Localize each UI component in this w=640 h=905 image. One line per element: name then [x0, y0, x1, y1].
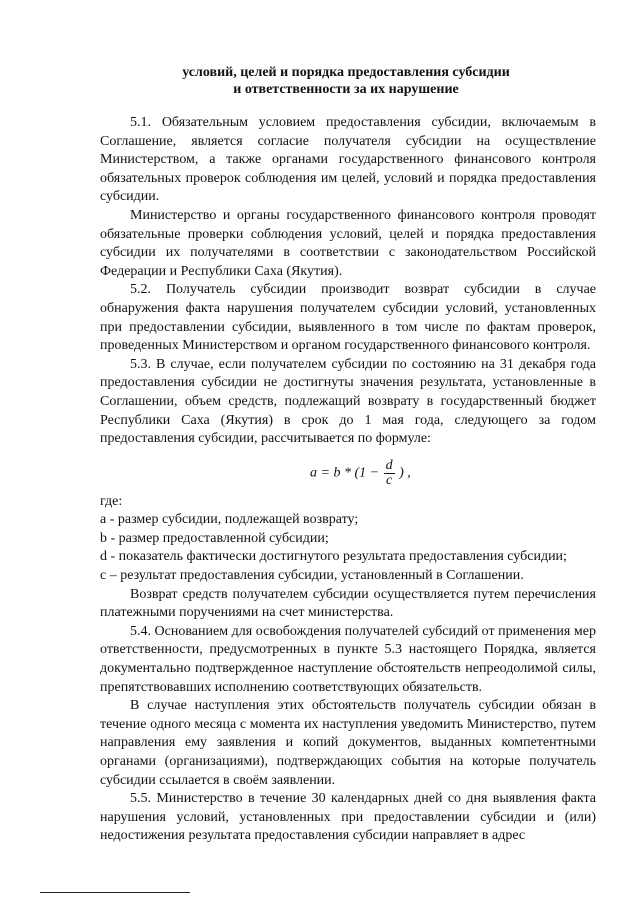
paragraph-5-1: 5.1. Обязательным условием предоставления субсидии, включаемым в Соглашение, является согласие получателя субсидии на осуществление Министерством, а также органами государственного финансового контроля обязательных проверок соблюдения им целей, условий и порядка предоставления субсидии. — [100, 115, 596, 205]
formula-fraction — [384, 459, 395, 488]
heading-line-2: и ответственности за их нарушение — [233, 82, 459, 97]
formula-numerator: d — [385, 457, 393, 473]
footer-divider — [40, 892, 190, 893]
formula-rhs: ) , — [399, 465, 411, 481]
paragraph-refund: Возврат средств получателем субсидии осуществляется путем перечисления платежными поручениями на счет министерства. — [100, 586, 596, 621]
paragraph-checks: Министерство и органы государственного финансового контроля проводят обязательные проверки соблюдения условий, целей и порядка предоставления субсидии их получателями в соответствии с законодательством Российской Федерации и Республики Саха (Якутия). — [100, 207, 596, 279]
definition-a: a - размер субсидии, подлежащей возврату; — [100, 512, 359, 528]
section-heading — [96, 64, 596, 98]
paragraph-5-3: 5.3. В случае, если получателем субсидии по состоянию на 31 декабря года предоставления субсидии не достигнуты значения результата, установленные в Соглашении, объем средств, подлежащий возврату в государственный бюджет Республики Саха (Якутия) в срок до 1 мая года, следующего за годом предоставления субсидии, рассчитывается по формуле: — [100, 356, 596, 447]
document-body — [100, 114, 596, 846]
definitions-intro: где: — [100, 493, 123, 509]
formula-expression — [310, 459, 411, 488]
formula-denominator: c — [385, 472, 393, 488]
paragraph-5-2: 5.2. Получатель субсидии производит возврат субсидии в случае обнаружения факта нарушения получателем субсидии условий, установленных при предоставлении субсидии, выявленного в том числе по фактам проверок, проведенных Министерством и органом государственного финансового контроля. — [100, 282, 596, 354]
definition-c: c – результат предоставления субсидии, установленный в Соглашении. — [100, 568, 524, 584]
heading-line-1: условий, целей и порядка предоставления субсидии — [182, 65, 510, 80]
definition-b: b - размер предоставленной субсидии; — [100, 530, 329, 546]
formula-lhs: a = b * (1 − — [310, 465, 380, 481]
paragraph-force-majeure: В случае наступления этих обстоятельств получатель субсидии обязан в течение одного месяца с момента их наступления уведомить Министерство, путем направления ему заявления и копий документов, выданных компетентными органами (организациями), подтверждающих события на которые получатель субсидии ссылается в своём заявлении. — [100, 698, 596, 788]
paragraph-5-5: 5.5. Министерство в течение 30 календарных дней со дня выявления факта нарушения условий, установленных при предоставлении субсидии и (или) недостижения результата предоставления субсидии направляет в адрес — [100, 791, 596, 844]
paragraph-5-4: 5.4. Основанием для освобождения получателей субсидий от применения мер ответственности, предусмотренных в пункте 5.3 настоящего Порядка, является документально подтвержденное наступление обстоятельств непреодолимой силы, препятствовавших исполнению соответствующих обязательств. — [100, 623, 596, 695]
return-formula — [100, 449, 596, 493]
definition-d: d - показатель фактически достигнутого результата предоставления субсидии; — [100, 549, 567, 565]
